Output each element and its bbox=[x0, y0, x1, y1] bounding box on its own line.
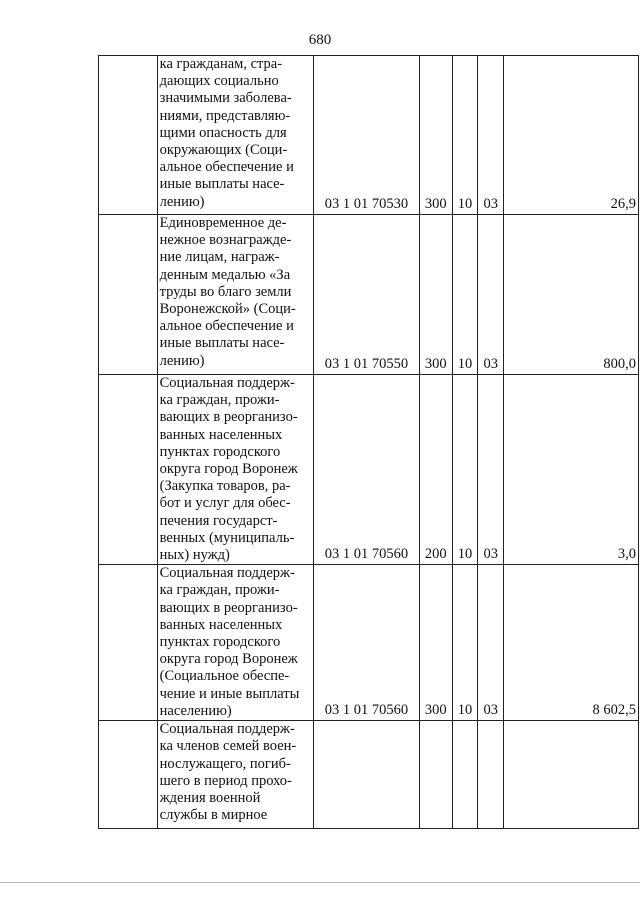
table-row bbox=[99, 721, 639, 829]
item-name-line: Воронежской» (Соци- bbox=[159, 301, 296, 318]
table-row bbox=[99, 215, 639, 375]
item-name-line: Социальная поддерж- bbox=[159, 375, 295, 391]
item-name-line: Социальная поддерж- bbox=[159, 565, 295, 582]
expense-type-cell: 300 bbox=[419, 565, 452, 721]
target-article-cell: 03 1 01 70530 bbox=[314, 56, 419, 215]
item-name-line: печения государст- bbox=[159, 512, 278, 529]
amount-cell: 3,0 bbox=[504, 375, 639, 565]
item-name-line: нежное вознагражде- bbox=[159, 232, 292, 249]
item-name-cell bbox=[157, 215, 314, 375]
expense-type-cell bbox=[419, 721, 452, 829]
budget-table bbox=[98, 55, 639, 829]
table-row bbox=[99, 375, 639, 565]
amount-cell: 8 602,5 bbox=[504, 565, 639, 721]
page-number: 680 bbox=[308, 32, 332, 48]
item-name-line: вающих в реорганизо- bbox=[159, 599, 298, 616]
section-cell bbox=[452, 721, 477, 829]
item-name-line: пунктах городского bbox=[159, 443, 281, 460]
item-name-line: окружающих (Соци- bbox=[159, 142, 288, 159]
item-name-line: округа город Воронеж bbox=[159, 461, 298, 478]
section-cell: 10 bbox=[452, 375, 477, 565]
item-name-cell bbox=[157, 375, 314, 565]
item-name-line: (Социальное обеспе- bbox=[159, 668, 290, 685]
item-name-line: ка гражданам, стра- bbox=[159, 56, 283, 72]
target-article-cell bbox=[314, 721, 419, 829]
item-name-cell bbox=[157, 721, 314, 829]
item-name-line: лению) bbox=[159, 193, 205, 210]
amount-cell bbox=[504, 721, 639, 829]
page-bottom-edge bbox=[0, 882, 640, 883]
amount-cell: 800,0 bbox=[504, 215, 639, 375]
item-name-line: Единовременное де- bbox=[159, 215, 287, 231]
item-name-line: дающих социально bbox=[159, 73, 279, 90]
item-name-cell bbox=[157, 565, 314, 721]
blank-cell bbox=[99, 565, 158, 721]
item-name-line: щими опасность для bbox=[159, 124, 287, 141]
item-name-line: нослужащего, погиб- bbox=[159, 755, 291, 772]
item-name-line: бот и услуг для обес- bbox=[159, 495, 291, 512]
item-name-line: ка граждан, прожи- bbox=[159, 582, 280, 599]
item-name-line: вающих в реорганизо- bbox=[159, 409, 298, 426]
expense-type-cell: 300 bbox=[419, 215, 452, 375]
section-cell: 10 bbox=[452, 215, 477, 375]
blank-cell bbox=[99, 215, 158, 375]
item-name-line: значимыми заболева- bbox=[159, 90, 292, 107]
item-name-line: чение и иные выплаты bbox=[159, 685, 300, 702]
table-row bbox=[99, 56, 639, 215]
expense-type-cell: 300 bbox=[419, 56, 452, 215]
blank-cell bbox=[99, 721, 158, 829]
item-name-line: ниями, представляю- bbox=[159, 107, 291, 124]
target-article-cell: 03 1 01 70560 bbox=[314, 565, 419, 721]
subsection-cell: 03 bbox=[478, 565, 504, 721]
item-name-line: ние лицам, награж- bbox=[159, 249, 280, 266]
table-row bbox=[99, 565, 639, 721]
item-name-line: денным медалью «За bbox=[159, 266, 291, 283]
section-cell: 10 bbox=[452, 56, 477, 215]
item-name-line: ка граждан, прожи- bbox=[159, 392, 280, 409]
item-name-line: ка членов семей воен- bbox=[159, 738, 297, 755]
subsection-cell: 03 bbox=[478, 56, 504, 215]
amount-cell: 26,9 bbox=[504, 56, 639, 215]
blank-cell bbox=[99, 375, 158, 565]
item-name-line: шего в период прохо- bbox=[159, 772, 292, 789]
item-name-line: Социальная поддерж- bbox=[159, 721, 295, 738]
item-name-line: труды во благо земли bbox=[159, 283, 292, 300]
item-name-line: населению) bbox=[159, 702, 232, 719]
item-name-line: (Закупка товаров, ра- bbox=[159, 478, 291, 495]
item-name-line: иные выплаты насе- bbox=[159, 335, 285, 352]
expense-type-cell: 200 bbox=[419, 375, 452, 565]
subsection-cell: 03 bbox=[478, 215, 504, 375]
item-name-line: ждения военной bbox=[159, 790, 261, 807]
target-article-cell: 03 1 01 70550 bbox=[314, 215, 419, 375]
blank-cell bbox=[99, 56, 158, 215]
item-name-line: службы в мирное bbox=[159, 807, 268, 824]
item-name-line: лению) bbox=[159, 352, 205, 369]
subsection-cell: 03 bbox=[478, 375, 504, 565]
item-name-line: пунктах городского bbox=[159, 634, 281, 651]
item-name-line: округа город Воронеж bbox=[159, 651, 298, 668]
item-name-line: ных) нужд) bbox=[159, 547, 230, 564]
subsection-cell bbox=[478, 721, 504, 829]
item-name-line: альное обеспечение и bbox=[159, 318, 294, 335]
item-name-line: ванных населенных bbox=[159, 426, 283, 443]
item-name-cell bbox=[157, 56, 314, 215]
table-body bbox=[99, 56, 639, 829]
target-article-cell: 03 1 01 70560 bbox=[314, 375, 419, 565]
item-name-line: ванных населенных bbox=[159, 616, 283, 633]
item-name-line: венных (муниципаль- bbox=[159, 529, 295, 546]
item-name-line: иные выплаты насе- bbox=[159, 176, 285, 193]
section-cell: 10 bbox=[452, 565, 477, 721]
item-name-line: альное обеспечение и bbox=[159, 159, 294, 176]
